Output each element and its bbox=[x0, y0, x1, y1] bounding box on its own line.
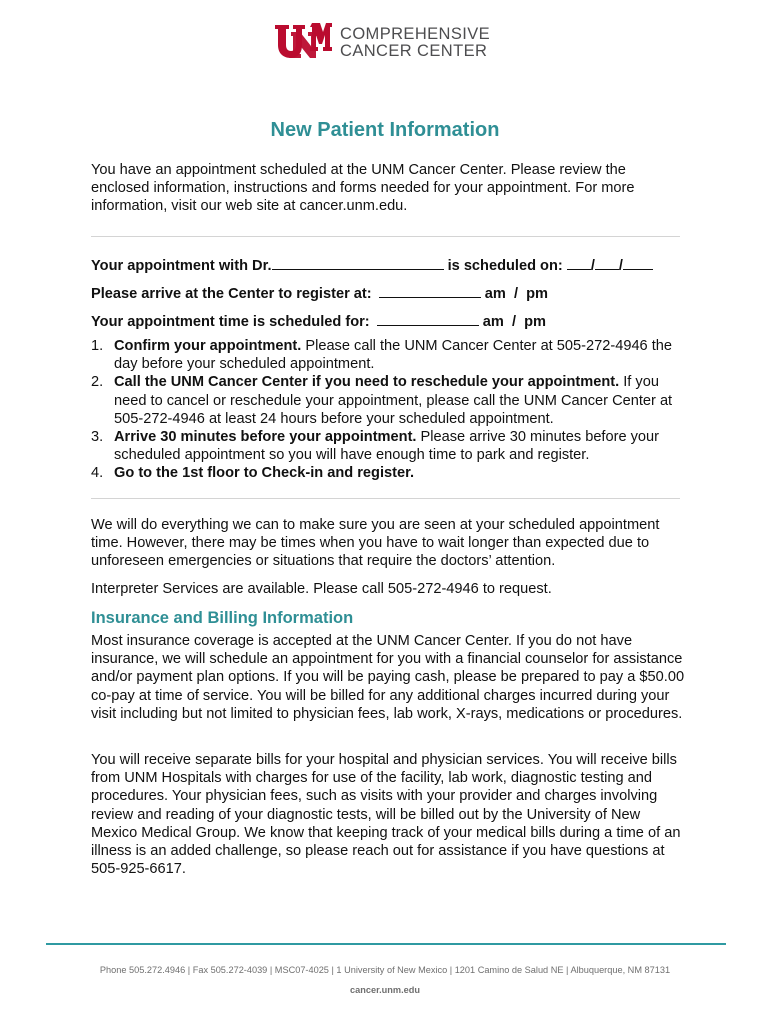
list-number: 3. bbox=[91, 429, 104, 446]
unm-logo bbox=[274, 22, 332, 60]
with-dr-label: Your appointment with Dr. bbox=[91, 258, 272, 274]
time-am-pm: am / pm bbox=[482, 314, 547, 330]
list-item bbox=[91, 373, 687, 428]
interpreter-paragraph: Interpreter Services are available. Please call 505-272-4946 to request. bbox=[91, 581, 552, 597]
list-item bbox=[91, 337, 687, 373]
page-title: New Patient Information bbox=[270, 119, 500, 141]
step-heading: Confirm your appointment. bbox=[114, 338, 302, 354]
date-month-blank[interactable] bbox=[567, 255, 591, 270]
footer-divider bbox=[46, 943, 726, 945]
footer-contact-info: Phone 505.272.4946 | Fax 505.272-4039 | MSC07-4025 | 1 University of New Mexico | 1201 Camino de Salud NE | Albuquerque, NM 87131 bbox=[99, 965, 671, 975]
appointment-doctor-line bbox=[91, 255, 653, 274]
arrive-am-pm: am / pm bbox=[484, 286, 549, 302]
insurance-paragraph-1: Most insurance coverage is accepted at the UNM Cancer Center. If you do not have insurance, we will schedule an appointment for you with a financial counselor for assistance and/or payment plan options. If you will be paying cash, please be prepared to pay a $50.00 co-pay at time of service. You will be billed for any additional charges incurred during your visit including but not limited to physician fees, lab work, X-rays, medications or procedures. bbox=[91, 633, 685, 722]
step-heading: Go to the 1st floor to Check-in and register. bbox=[114, 465, 415, 482]
date-day-blank[interactable] bbox=[595, 255, 619, 270]
instruction-list bbox=[91, 337, 687, 483]
date-sep-1: / bbox=[590, 258, 595, 274]
list-number: 1. bbox=[91, 338, 104, 354]
list-number: 4. bbox=[91, 465, 104, 482]
step-text: If you need to cancel or reschedule your appointment, please call the UNM Cancer Center at 505-272-4946 at least 24 hours before your scheduled appointment. bbox=[114, 374, 673, 427]
intro-paragraph: You have an appointment scheduled at the UNM Cancer Center. Please review the enclosed information, instructions and forms needed for your appointment. For more information, visit our web site at cancer.unm.edu. bbox=[91, 162, 635, 215]
step-heading: Call the UNM Cancer Center if you need to reschedule your appointment. bbox=[114, 374, 620, 391]
step-text: Please arrive 30 minutes before your scheduled appointment so you will have enough time to park and register. bbox=[114, 429, 660, 464]
date-sep-2: / bbox=[618, 258, 623, 274]
doctor-name-blank[interactable] bbox=[272, 255, 444, 270]
arrive-time-line bbox=[91, 283, 548, 302]
header-logo bbox=[274, 22, 504, 62]
scheduled-on-label: is scheduled on: bbox=[447, 258, 563, 274]
appointment-time-line bbox=[91, 311, 546, 330]
list-item bbox=[91, 428, 687, 464]
logo-line-2: CANCER CENTER bbox=[340, 42, 488, 60]
time-label: Your appointment time is scheduled for: bbox=[91, 314, 370, 330]
wait-notice-paragraph: We will do everything we can to make sure you are seen at your scheduled appointment time. However, there may be times when you have to wait longer than expected due to unforeseen emergencies or situations that require the doctors’ attention. bbox=[91, 517, 660, 570]
arrive-time-blank[interactable] bbox=[379, 283, 481, 298]
list-item bbox=[91, 464, 687, 482]
date-year-blank[interactable] bbox=[623, 255, 653, 270]
divider-top bbox=[91, 236, 680, 237]
insurance-heading: Insurance and Billing Information bbox=[91, 609, 354, 627]
list-number: 2. bbox=[91, 374, 104, 391]
appointment-time-blank[interactable] bbox=[377, 311, 479, 326]
logo-line-1: COMPREHENSIVE bbox=[340, 25, 491, 43]
step-heading: Arrive 30 minutes before your appointment. bbox=[114, 429, 417, 446]
arrive-label: Please arrive at the Center to register at: bbox=[91, 286, 372, 302]
divider-bottom bbox=[91, 498, 680, 499]
logo-wordmark bbox=[340, 26, 490, 60]
step-text: Please call the UNM Cancer Center at 505-272-4946 the day before your scheduled appointment. bbox=[114, 338, 673, 373]
footer-website-link[interactable]: cancer.unm.edu bbox=[350, 985, 420, 995]
insurance-paragraph-2: You will receive separate bills for your hospital and physician services. You will receive bills from UNM Hospitals with charges for use of the facility, lab work, diagnostic testing and procedures. Your physician fees, such as visits with your provider and charges involving review and reading of your diagnostic tests, will be billed out by the University of New Mexico Medical Group. We know that keeping track of your medical bills during a time of an illness is an added challenge, so please reach out for assistance if you have questions at 505-925-6617. bbox=[91, 752, 681, 878]
